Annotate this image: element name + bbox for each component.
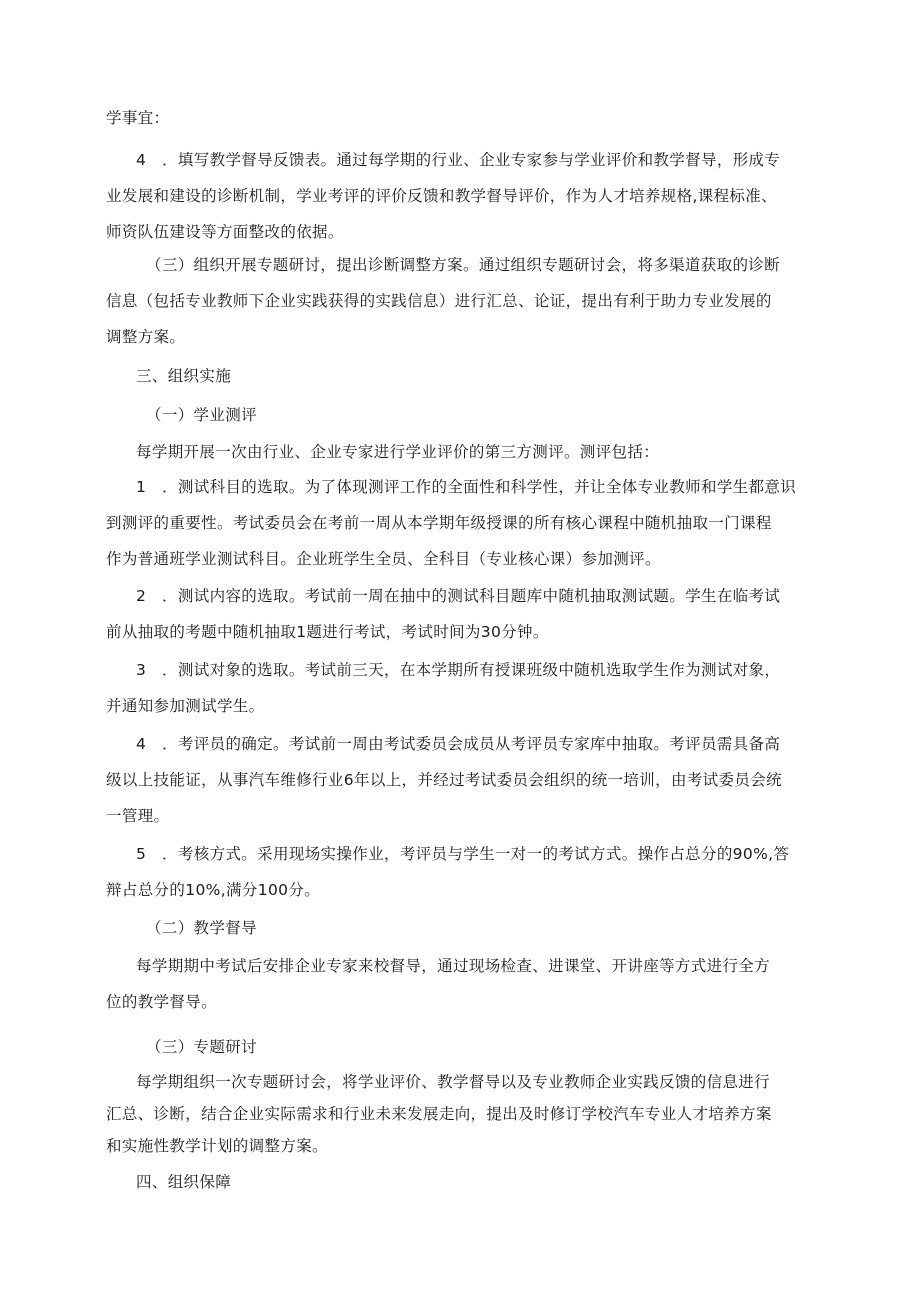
heading-text: 四、组织保障 bbox=[136, 1173, 232, 1191]
text-line: 5 ．考核方式。采用现场实操作业，考评员与学生一对一的考试方式。操作占总分的90%,答 bbox=[136, 845, 790, 863]
text-line: （三）组织开展专题研讨，提出诊断调整方案。通过组织专题研讨会，将多渠道获取的诊断 bbox=[146, 256, 781, 274]
text-line: 4 ．填写教学督导反馈表。通过每学期的行业、企业专家参与学业评价和教学督导，形成专 bbox=[136, 151, 781, 169]
text-line: 每学期期中考试后安排企业专家来校督导，通过现场检查、进课堂、开讲座等方式进行全方 bbox=[136, 957, 771, 975]
text-line: 2 ．测试内容的选取。考试前一周在抽中的测试科目题库中随机抽取测试题。学生在临考试 bbox=[136, 587, 781, 605]
paragraph-item-4-feedback bbox=[106, 142, 826, 250]
paragraph-section-3-seminar bbox=[106, 247, 826, 355]
paragraph-item-1-subject bbox=[106, 469, 826, 577]
text-line: 到测评的重要性。考试委员会在考前一周从本学期年级授课的所有核心课程中随机抽取一门课程 bbox=[106, 514, 772, 532]
paragraph-continuation bbox=[106, 100, 826, 136]
text-line: 1 ．测试科目的选取。为了体现测评工作的全面性和科学性，并让全体专业教师和学生都意识 bbox=[136, 478, 797, 496]
paragraph-assessment-intro bbox=[106, 434, 826, 470]
heading-text: （一）学业测评 bbox=[146, 406, 257, 424]
text-line: 4 ．考评员的确定。考试前一周由考试委员会成员从考评员专家库中抽取。考评员需具备高 bbox=[136, 735, 781, 753]
paragraph-item-5-method bbox=[106, 836, 826, 908]
text-line: 3 ．测试对象的选取。考试前三天，在本学期所有授课班级中随机选取学生作为测试对象， bbox=[136, 661, 781, 679]
heading-text: 三、组织实施 bbox=[136, 367, 232, 385]
text-line: 作为普通班学业测试科目。企业班学生全员、全科目（专业核心课）参加测评。 bbox=[106, 550, 661, 568]
paragraph-item-4-examiner bbox=[106, 726, 826, 834]
text-line: 级以上技能证，从事汽车维修行业6年以上，并经过考试委员会组织的统一培训，由考试委员会统 bbox=[106, 771, 782, 789]
heading-organize-implement bbox=[106, 358, 826, 394]
paragraph-seminar bbox=[106, 1066, 826, 1162]
heading-text: （三）专题研讨 bbox=[146, 1038, 257, 1056]
text-line: 学事宜： bbox=[106, 109, 170, 127]
text-line: 和实施性教学计划的调整方案。 bbox=[106, 1137, 328, 1155]
text-line: 每学期组织一次专题研讨会，将学业评价、教学督导以及专业教师企业实践反馈的信息进行 bbox=[136, 1073, 771, 1091]
text-line: 前从抽取的考题中随机抽取1题进行考试，考试时间为30分钟。 bbox=[106, 623, 549, 641]
paragraph-supervision bbox=[106, 948, 826, 1020]
text-line: 师资队伍建设等方面整改的依据。 bbox=[106, 223, 344, 241]
text-line: 调整方案。 bbox=[106, 328, 186, 346]
text-line: 并通知参加测试学生。 bbox=[106, 697, 265, 715]
text-line: 每学期开展一次由行业、企业专家进行学业评价的第三方测评。测评包括： bbox=[136, 443, 660, 461]
text-line: 信息（包括专业教师下企业实践获得的实践信息）进行汇总、论证，提出有利于助力专业发展的 bbox=[106, 292, 772, 310]
heading-organize-guarantee bbox=[106, 1164, 826, 1200]
paragraph-item-2-content bbox=[106, 578, 826, 650]
paragraph-item-3-target bbox=[106, 652, 826, 724]
text-line: 一管理。 bbox=[106, 807, 170, 825]
subheading-teaching-supervision bbox=[106, 910, 826, 946]
text-line: 位的教学督导。 bbox=[106, 993, 217, 1011]
heading-text: （二）教学督导 bbox=[146, 919, 257, 937]
text-line: 汇总、诊断，结合企业实际需求和行业未来发展走向，提出及时修订学校汽车专业人才培养方案 bbox=[106, 1105, 772, 1123]
subheading-academic-assessment bbox=[106, 397, 826, 433]
subheading-special-seminar bbox=[106, 1029, 826, 1065]
text-line: 辩占总分的10%,满分100分。 bbox=[106, 881, 321, 899]
text-line: 业发展和建设的诊断机制，学业考评的评价反馈和教学督导评价，作为人才培养规格,课程标准、 bbox=[106, 187, 777, 205]
